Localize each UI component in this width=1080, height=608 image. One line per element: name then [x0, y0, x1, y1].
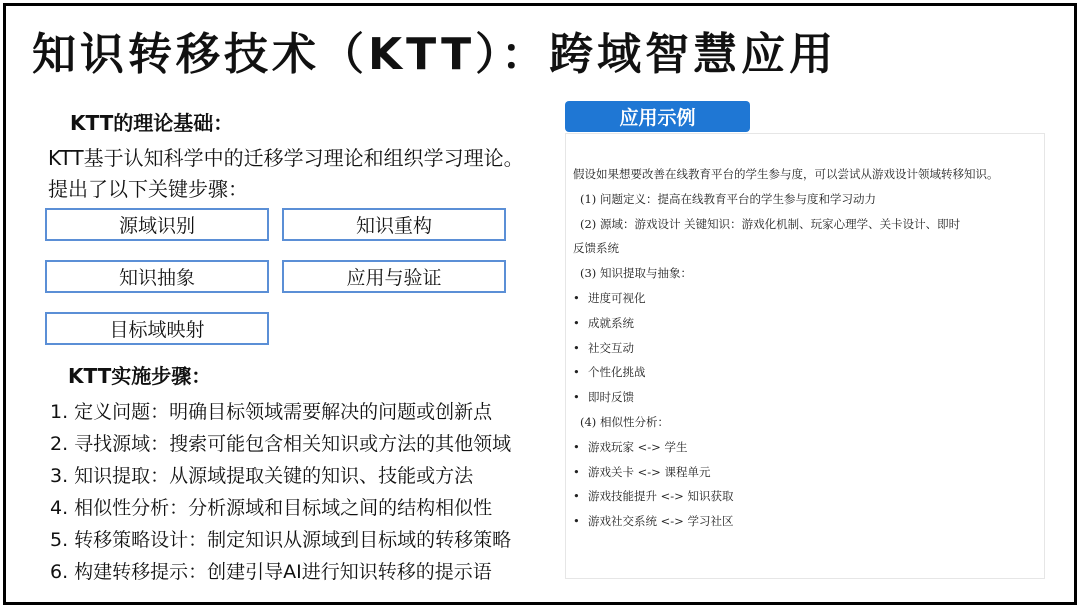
bullet-icon: • [573, 439, 580, 454]
step-box-target-mapping: 目标域映射 [45, 312, 269, 345]
step-box-knowledge-abstraction: 知识抽象 [45, 260, 269, 293]
list-item: • 个性化挑战 [573, 360, 1041, 385]
example-source-domain-line-1: (2) 源域：游戏设计 关键知识：游戏化机制、玩家心理学、关卡设计、即时 [580, 216, 961, 231]
theory-intro-line-1: KTT基于认知科学中的迁移学习理论和组织学习理论。 [48, 146, 524, 170]
bullet-icon: • [573, 365, 580, 380]
list-item: • 游戏技能提升 <-> 知识获取 [573, 484, 1041, 509]
implementation-step: 4. 相似性分析：分析源域和目标域之间的结构相似性 [50, 497, 493, 519]
theory-intro [48, 143, 524, 205]
implementation-step: 2. 寻找源域：搜索可能包含相关知识或方法的其他领域 [50, 433, 512, 455]
implementation-step: 6. 构建转移提示：创建引导AI进行知识转移的提示语 [50, 561, 492, 583]
bullet-icon: • [573, 464, 580, 479]
list-item: • 游戏社交系统 <-> 学习社区 [573, 509, 1041, 534]
bullet-icon: • [573, 315, 580, 330]
step-box-knowledge-restructuring: 知识重构 [282, 208, 506, 241]
bullet-icon: • [573, 340, 580, 355]
example-intro: 假设如果想要改善在线教育平台的学生参与度，可以尝试从游戏设计领域转移知识。 [573, 167, 999, 181]
example-tab: 应用示例 [565, 101, 750, 132]
implementation-step: 1. 定义问题：明确目标领域需要解决的问题或创新点 [50, 401, 493, 423]
step-box-source-identification: 源域识别 [45, 208, 269, 241]
slide-title: 知识转移技术（KTT）：跨域智慧应用 [32, 29, 838, 80]
example-extraction-heading: (3) 知识提取与抽象： [580, 266, 692, 281]
bullet-icon: • [573, 290, 580, 305]
list-item: • 进度可视化 [573, 286, 1041, 311]
implementation-step: 3. 知识提取：从源域提取关键的知识、技能或方法 [50, 465, 474, 487]
list-item: • 成就系统 [573, 311, 1041, 336]
bullet-icon: • [573, 390, 580, 405]
implementation-step: 5. 转移策略设计：制定知识从源域到目标域的转移策略 [50, 529, 512, 551]
step-box-application-validation: 应用与验证 [282, 260, 506, 293]
implementation-heading: KTT实施步骤： [68, 364, 212, 388]
theory-intro-line-2: 提出了以下关键步骤： [48, 177, 248, 201]
example-problem-definition: (1) 问题定义：提高在线教育平台的学生参与度和学习动力 [580, 191, 876, 206]
example-source-domain-line-2: 反馈系统 [573, 241, 619, 256]
example-content [573, 162, 1041, 534]
list-item: • 游戏玩家 <-> 学生 [573, 435, 1041, 460]
list-item: • 社交互动 [573, 336, 1041, 361]
list-item: • 游戏关卡 <-> 课程单元 [573, 460, 1041, 485]
list-item: • 即时反馈 [573, 385, 1041, 410]
theory-heading: KTT的理论基础： [70, 111, 234, 135]
bullet-icon: • [573, 489, 580, 504]
example-similarity-heading: (4) 相似性分析： [580, 414, 669, 429]
bullet-icon: • [573, 514, 580, 529]
implementation-steps-list [50, 396, 511, 588]
